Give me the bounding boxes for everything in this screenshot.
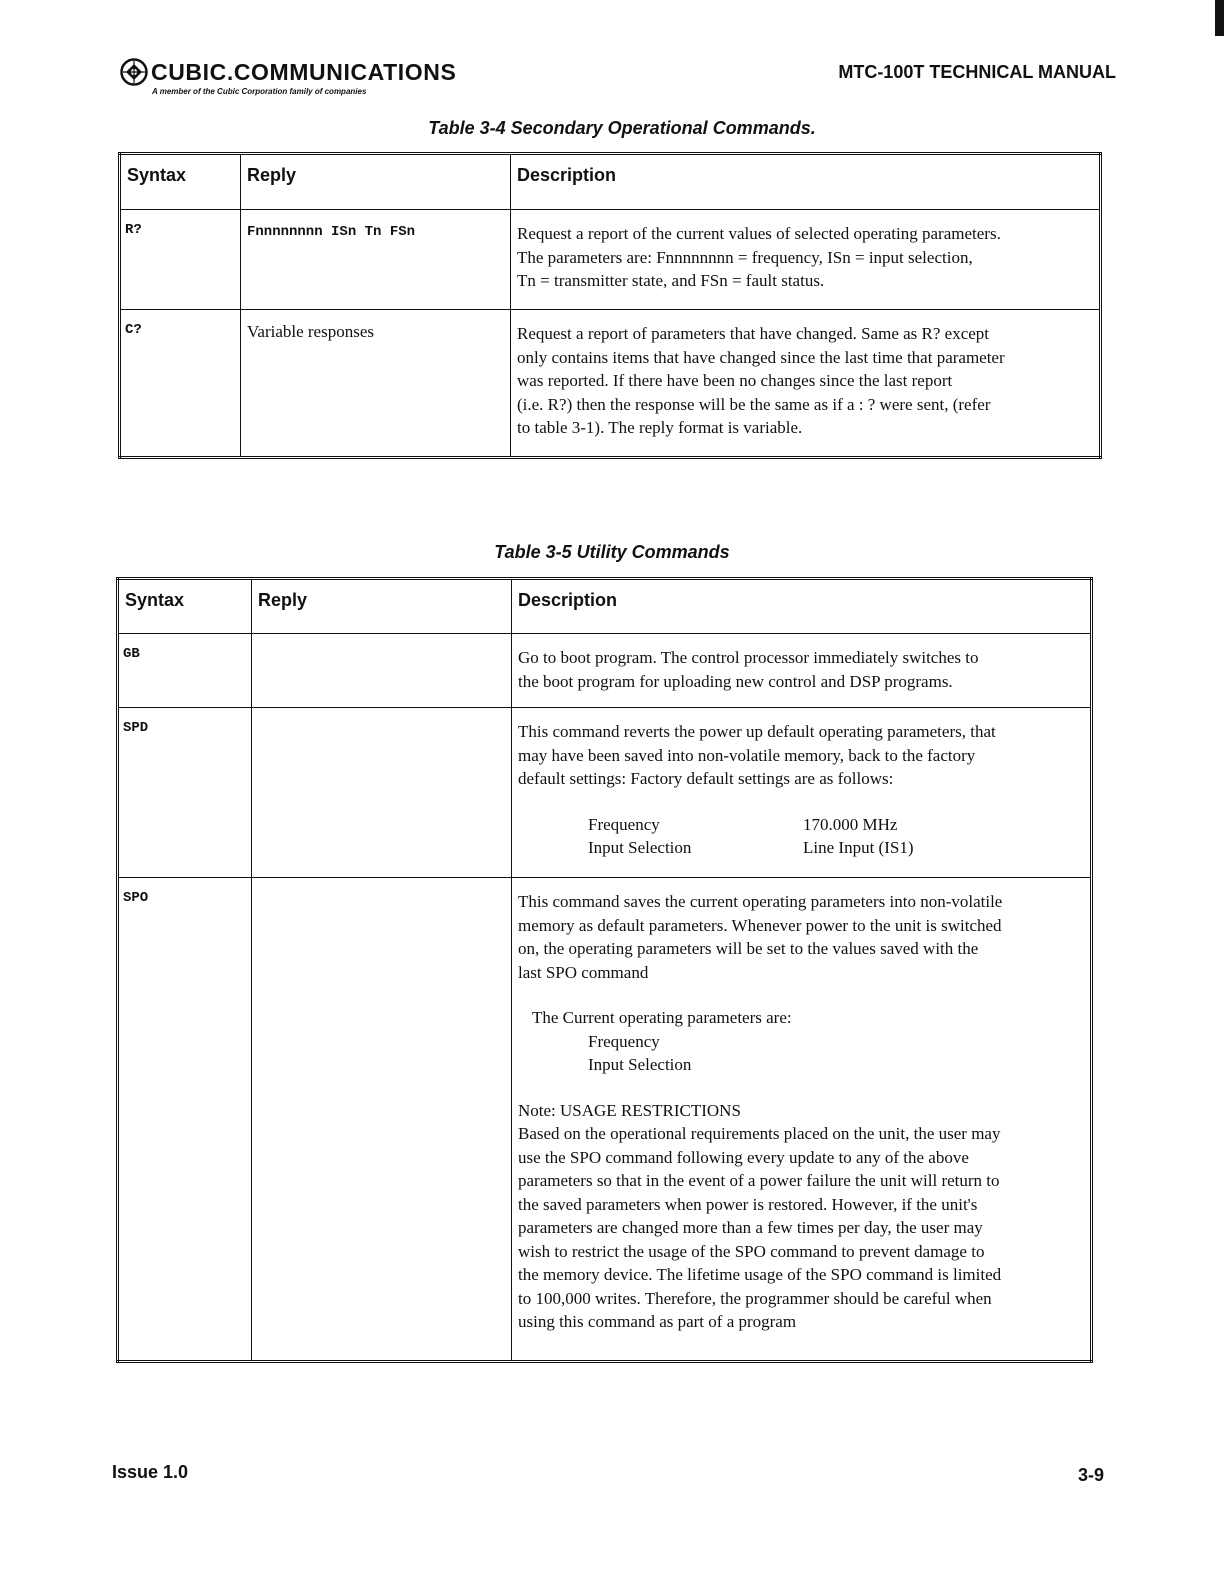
description-line: The parameters are: Fnnnnnnnn = frequency, ISn = input selection,: [517, 247, 973, 267]
table-header-row: [120, 154, 1101, 210]
description-line: This command saves the current operating parameters into non-volatile: [518, 892, 1003, 911]
header-reply: Reply: [252, 579, 512, 634]
logo-text: CUBIC.COMMUNICATIONS: [151, 59, 457, 85]
note-line: the memory device. The lifetime usage of the SPO command is limited: [518, 1265, 1002, 1284]
table-3-5-caption: Table 3-5 Utility Commands: [494, 542, 730, 562]
description-line: may have been saved into non-volatile memory, back to the factory: [518, 745, 976, 765]
note-line: Based on the operational requirements placed on the unit, the user may: [518, 1124, 1001, 1143]
description-cell: [512, 708, 1092, 878]
table-row: [118, 878, 1092, 1362]
table-3-4-caption: Table 3-4 Secondary Operational Commands.: [428, 118, 816, 138]
cubic-globe-icon: [120, 58, 148, 86]
syntax-cell: SPD: [118, 708, 252, 878]
manual-title: MTC-100T TECHNICAL MANUAL: [838, 62, 1116, 82]
note-line: to 100,000 writes. Therefore, the programmer should be careful when: [518, 1288, 992, 1308]
description-cell: [512, 878, 1092, 1362]
description-line: only contains items that have changed since the last time that parameter: [517, 347, 1005, 367]
description-line: Request a report of the current values of selected operating parameters.: [517, 224, 1001, 243]
header-reply: Reply: [241, 154, 511, 210]
description-cell: [511, 310, 1101, 458]
table-row: [118, 708, 1092, 878]
description-line: was reported. If there have been no changes since the last report: [517, 371, 953, 390]
note-line: the saved parameters when power is restored. However, if the unit's: [518, 1194, 978, 1214]
syntax-cell: GB: [118, 634, 252, 708]
description-line: Go to boot program. The control processor immediately switches to: [518, 648, 979, 667]
description-line: Tn = transmitter state, and FSn = fault status.: [517, 271, 825, 290]
description-line: last SPO command: [518, 962, 649, 982]
note-line: parameters are changed more than a few times per day, the user may: [518, 1218, 983, 1237]
reply-cell: [252, 634, 512, 708]
description-cell: [512, 634, 1092, 708]
table-row: [118, 634, 1092, 708]
header-syntax: Syntax: [120, 154, 241, 210]
description-cell: [511, 210, 1101, 310]
scan-edge-mark: [1215, 0, 1224, 36]
secondary-operational-commands-table: [118, 152, 1102, 459]
default-setting-row: [588, 813, 1084, 837]
reply-cell: Variable responses: [241, 310, 511, 458]
description-line: (i.e. R?) then the response will be the same as if a : ? were sent, (refer: [517, 394, 991, 414]
syntax-cell: SPO: [118, 878, 252, 1362]
default-setting-label: Frequency: [588, 814, 660, 834]
header-syntax: Syntax: [118, 579, 252, 634]
note-line: wish to restrict the usage of the SPO command to prevent damage to: [518, 1241, 985, 1261]
current-params-intro: The Current operating parameters are:: [532, 1008, 792, 1027]
table-row: [120, 210, 1101, 310]
note-title: Note: USAGE RESTRICTIONS: [518, 1100, 741, 1120]
table-header-row: [118, 579, 1092, 634]
issue-label: Issue 1.0: [112, 1462, 189, 1482]
syntax-cell: C?: [120, 310, 241, 458]
reply-cell: Fnnnnnnnn ISn Tn FSn: [241, 210, 511, 310]
current-param: Frequency: [588, 1031, 660, 1051]
default-setting-value: 170.000 MHz: [803, 814, 898, 834]
reply-cell: [252, 708, 512, 878]
description-line: This command reverts the power up default operating parameters, that: [518, 722, 996, 741]
current-param: Input Selection: [588, 1055, 692, 1074]
description-line: Request a report of parameters that have changed. Same as R? except: [517, 324, 990, 343]
reply-cell: [252, 878, 512, 1362]
header-description: Description: [511, 154, 1101, 210]
description-line: default settings: Factory default settings are as follows:: [518, 769, 894, 788]
note-line: parameters so that in the event of a power failure the unit will return to: [518, 1171, 1000, 1190]
description-line: memory as default parameters. Whenever power to the unit is switched: [518, 915, 1002, 935]
utility-commands-table: [116, 577, 1093, 1363]
company-logo: [120, 58, 456, 96]
header-description: Description: [512, 579, 1092, 634]
note-line: using this command as part of a program: [518, 1312, 797, 1331]
default-setting-label: Input Selection: [588, 838, 692, 857]
description-line: to table 3-1). The reply format is variable.: [517, 418, 803, 437]
default-setting-value: Line Input (IS1): [803, 838, 914, 857]
note-line: use the SPO command following every update to any of the above: [518, 1147, 969, 1167]
description-line: on, the operating parameters will be set to the values saved with the: [518, 939, 979, 958]
page-number: 3-9: [1077, 1465, 1104, 1485]
syntax-cell: R?: [120, 210, 241, 310]
table-row: [120, 310, 1101, 458]
description-line: the boot program for uploading new control and DSP programs.: [518, 671, 953, 691]
default-setting-row: [588, 836, 1084, 860]
logo-tagline: A member of the Cubic Corporation family of companies: [152, 87, 367, 96]
